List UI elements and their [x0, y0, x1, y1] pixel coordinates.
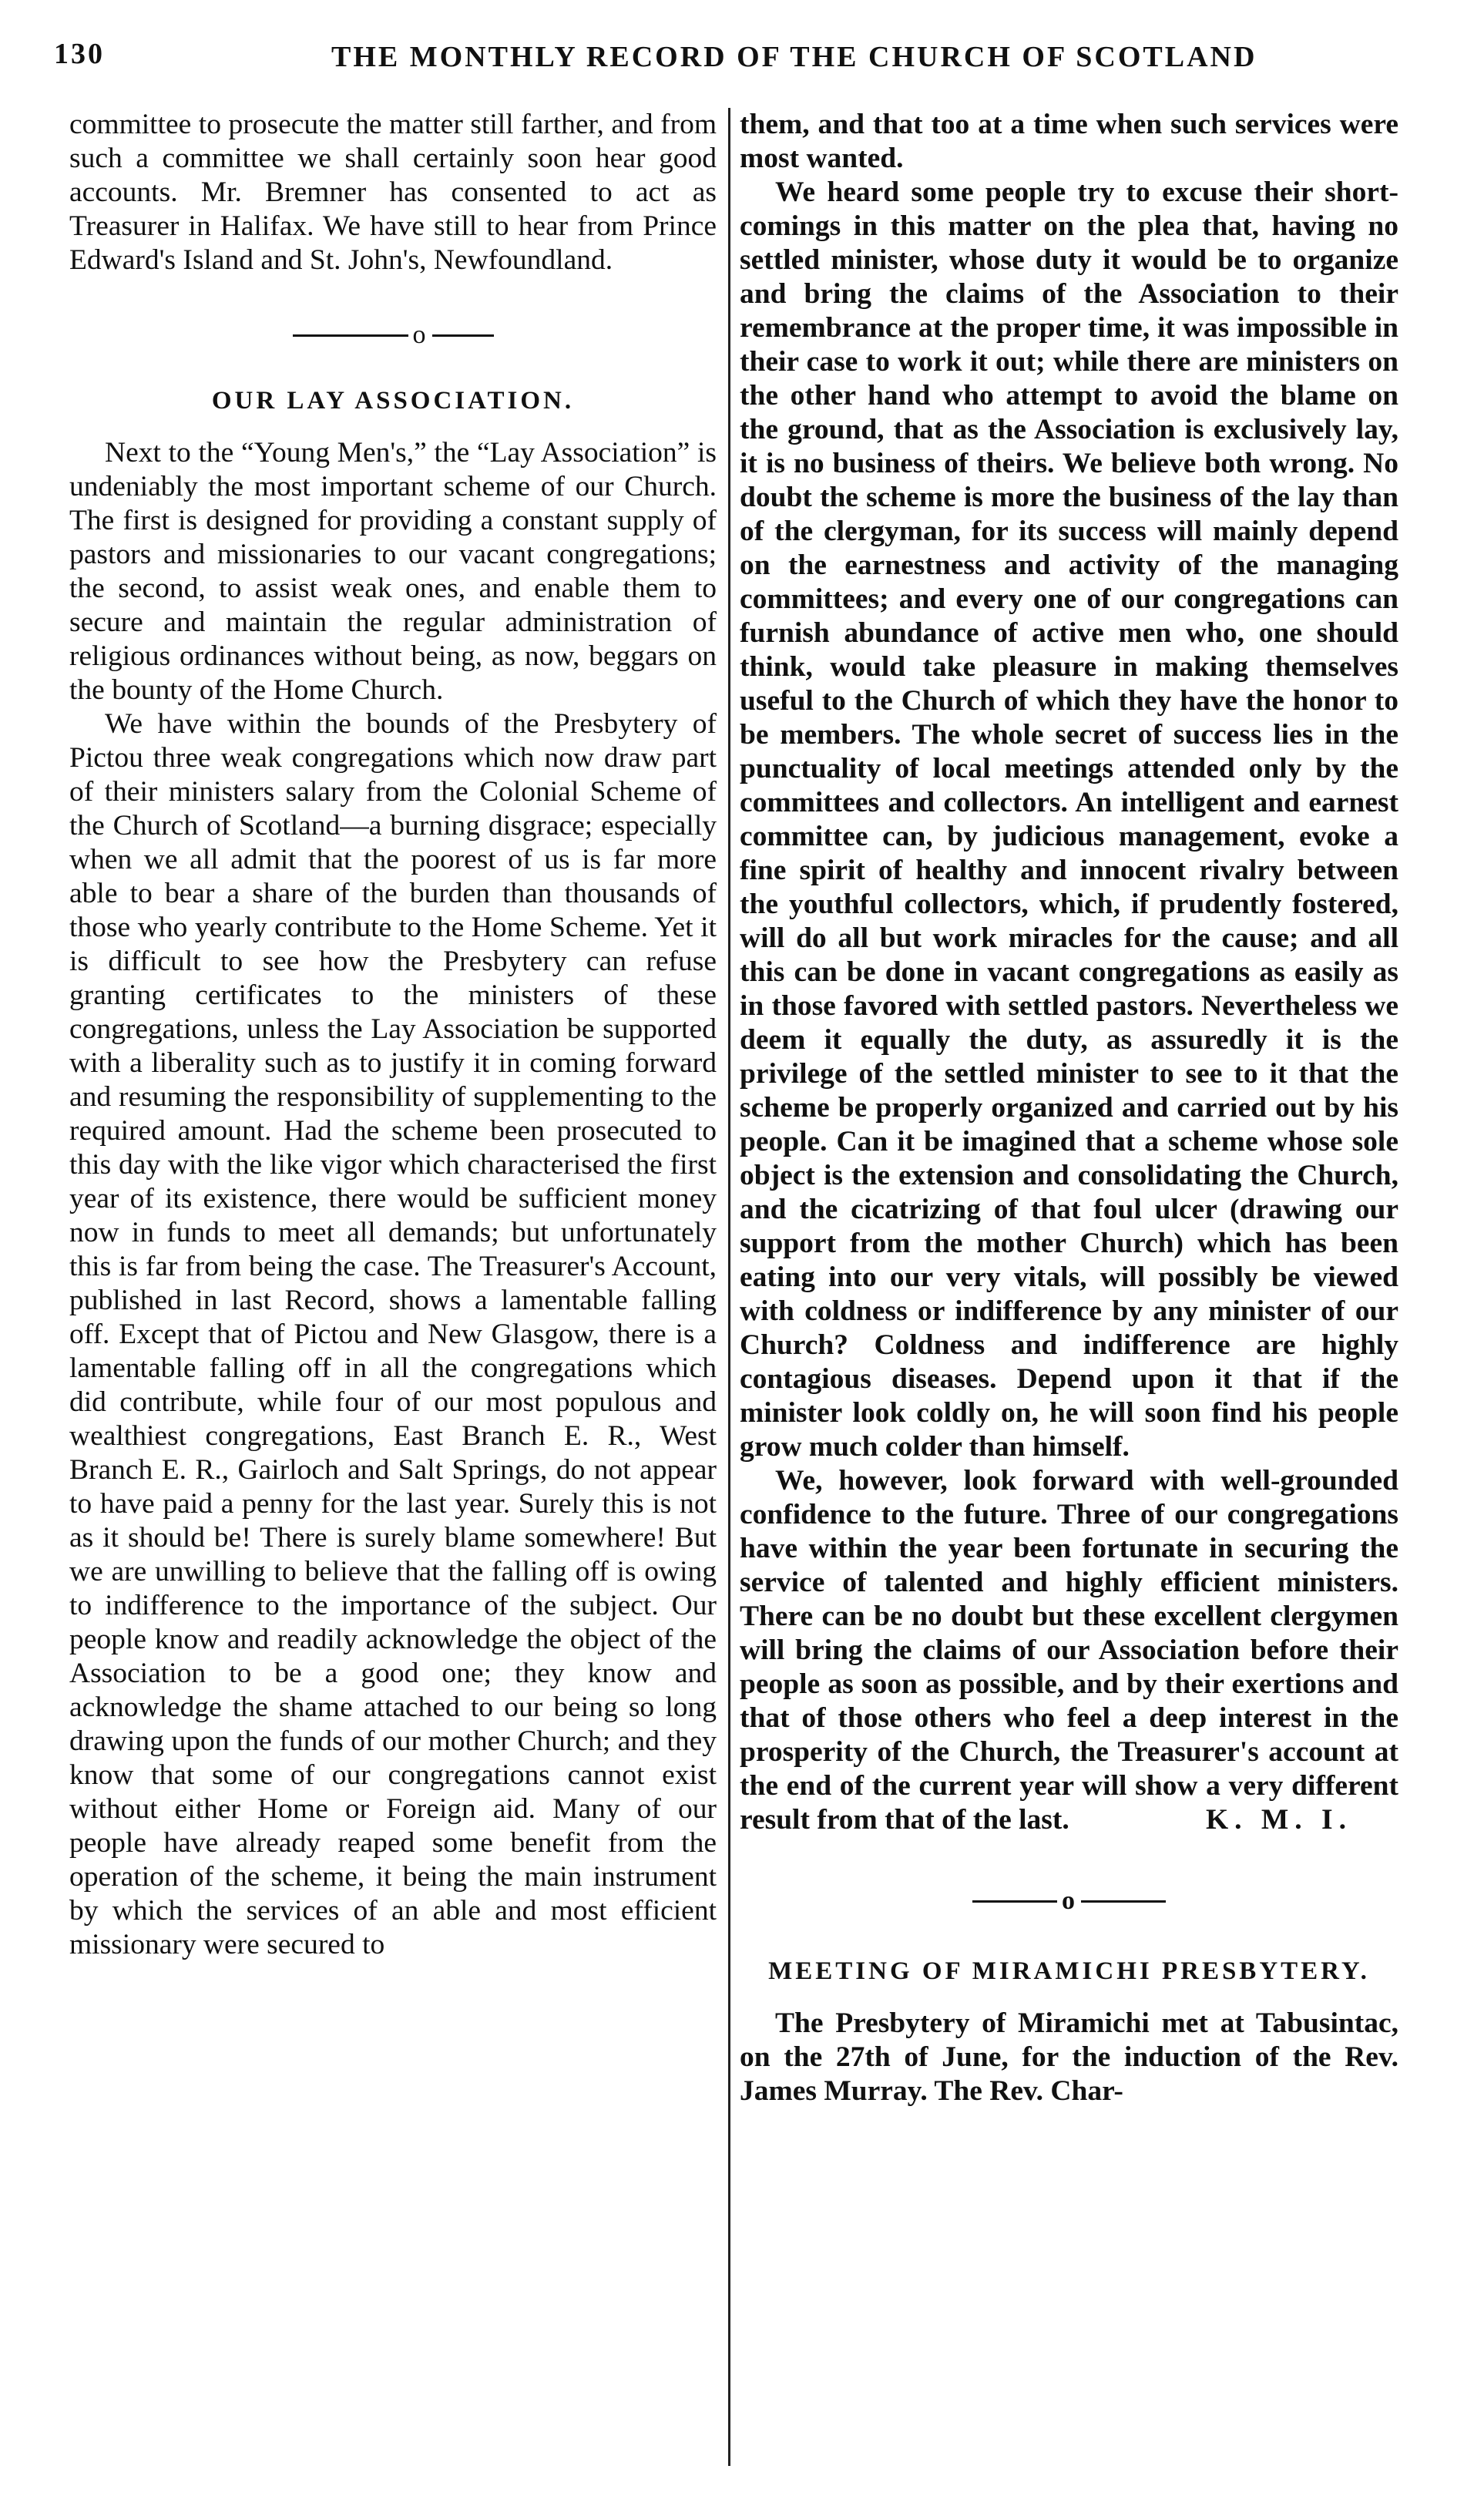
article-heading: MEETING OF MIRAMICHI PRESBYTERY.: [768, 1957, 1370, 1986]
section-separator: [740, 1886, 1398, 1914]
paragraph: We have within the bounds of the Presbytery of Pictou three weak congregations which now draw part of their ministers salary from the Colonial Scheme of the Church of Scotland—a burning disgrace; especially when we all admit that the poorest of us is far more able to bear a share of the burden than thousands of those who yearly contribute to the Home Scheme. Yet it is difficult to see how the Presbytery can refuse granting certificates to the ministers of these congregations, unless the Lay Association be supported with a liberality such as to justify it in coming forward and resuming the responsibility of supplementing to the required amount. Had the scheme been prosecuted to this day with the like vigor which characterised the first year of its existence, there would be sufficient money now in funds to meet all demands; but unfortunately this is far from being the case. The Treasurer's Account, published in last Record, shows a lamentable falling off. Except that of Pictou and New Glasgow, there is a lamentable falling off in all the congregations which did contribute, while four of our most populous and wealthiest congregations, East Branch E. R., West Branch E. R., Gairloch and Salt Springs, do not appear to have paid a penny for the last year. Surely this is not as it should be! There is surely blame somewhere! But we are unwilling to believe that the falling off is owing to indifference to the importance of the subject. Our people know and readily acknowledge the object of the Association to be a good one; they know and acknowledge the shame attached to our being so long drawing upon the funds of our mother Church; and they know that some of our congregations cannot exist without either Home or Foreign aid. Many of our people have already reaped some benefit from the operation of the scheme, it being the main instrument by which the services of an able and most efficient missionary were secured to: [69, 708, 717, 1961]
left-column: [69, 108, 717, 2474]
paragraph: Next to the “Young Men's,” the “Lay Association” is undeniably the most important scheme of our Church. The first is designed for providing a constant supply of pastors and missionaries to our vacant congregations; the second, to assist weak ones, and enable them to secure and maintain the regular administration of religious ordinances without being, as now, beggars on the bounty of the Home Church.: [69, 437, 717, 707]
separator-rule: [1081, 1900, 1166, 1903]
paragraph: The Presbytery of Miramichi met at Tabusintac, on the 27th of June, for the induction of the Rev. James Murray. The Rev. Char-: [740, 2007, 1398, 2108]
separator-ornament: o: [1062, 1886, 1076, 1916]
running-title: THE MONTHLY RECORD OF THE CHURCH OF SCOTLAND: [331, 41, 1257, 73]
page-number: 130: [54, 38, 105, 70]
section-separator: [69, 321, 717, 348]
right-column: [740, 108, 1398, 2474]
author-initials: K. M. I.: [1205, 1804, 1352, 1836]
separator-rule: [293, 334, 408, 337]
separator-rule: [972, 1900, 1057, 1903]
page-header: [54, 37, 1425, 91]
paragraph: We heard some people try to excuse their short-comings in this matter on the plea that, having no settled minister, whose duty it would be to organize and bring the claims of the Association to their remembrance at the proper time, it was impossible in their case to work it out; while there are ministers on the other hand who attempt to avoid the blame on the ground, that as the Association is exclusively lay, it is no business of theirs. We believe both wrong. No doubt the scheme is more the business of the lay than of the clergyman, for its success will mainly depend on the earnestness and activity of the managing committees; and every one of our congregations can furnish abundance of active men who, one should think, would take pleasure in making themselves useful to the Church of which they have the honor to be members. The whole secret of success lies in the punctuality of local meetings attended only by the committees and collectors. An intelligent and earnest committee can, by judicious management, evoke a fine spirit of healthy and innocent rivalry between the youthful collectors, which, if prudently fostered, will do all but work miracles for the cause; and all this can be done in vacant congregations as easily as in those favored with settled pastors. Nevertheless we deem it equally the duty, as assuredly it is the privilege of the settled minister to see to it that the scheme be properly organized and carried out by his people. Can it be imagined that a scheme whose sole object is the extension and consolidating the Church, and the cicatrizing of that foul ulcer (drawing our support from the mother Church) which has been eating into our very vitals, will possibly be viewed with coldness or indifference by any minister of our Church? Coldness and indifference are highly contagious diseases. Depend upon it that if the minister look coldly on, he will soon find his people grow much colder than himself.: [740, 176, 1398, 1463]
article-heading: OUR LAY ASSOCIATION.: [211, 387, 575, 415]
paragraph-text: We, however, look forward with well-grounded confidence to the future. Three of our congregations have within the year been fortunate in securing the service of talented and highly efficient ministers. There can be no doubt but these excellent clergymen will bring the claims of our Association before their people as soon as possible, and by their exertions and that of those others who feel a deep interest in the prosperity of the Church, the Treasurer's account at the end of the current year will show a very different result from that of the last.: [740, 1465, 1398, 1836]
intro-paragraph: committee to prosecute the matter still farther, and from such a committee we shall certainly soon hear good accounts. Mr. Bremner has consented to act as Treasurer in Halifax. We have still to hear from Prince Edward's Island and St. John's, Newfoundland.: [69, 109, 717, 276]
column-divider: [728, 108, 730, 2466]
separator-rule: [432, 334, 494, 337]
separator-ornament: o: [412, 321, 428, 350]
paragraph-continued: them, and that too at a time when such services were most wanted.: [740, 109, 1398, 174]
paragraph: [740, 1464, 1398, 1837]
